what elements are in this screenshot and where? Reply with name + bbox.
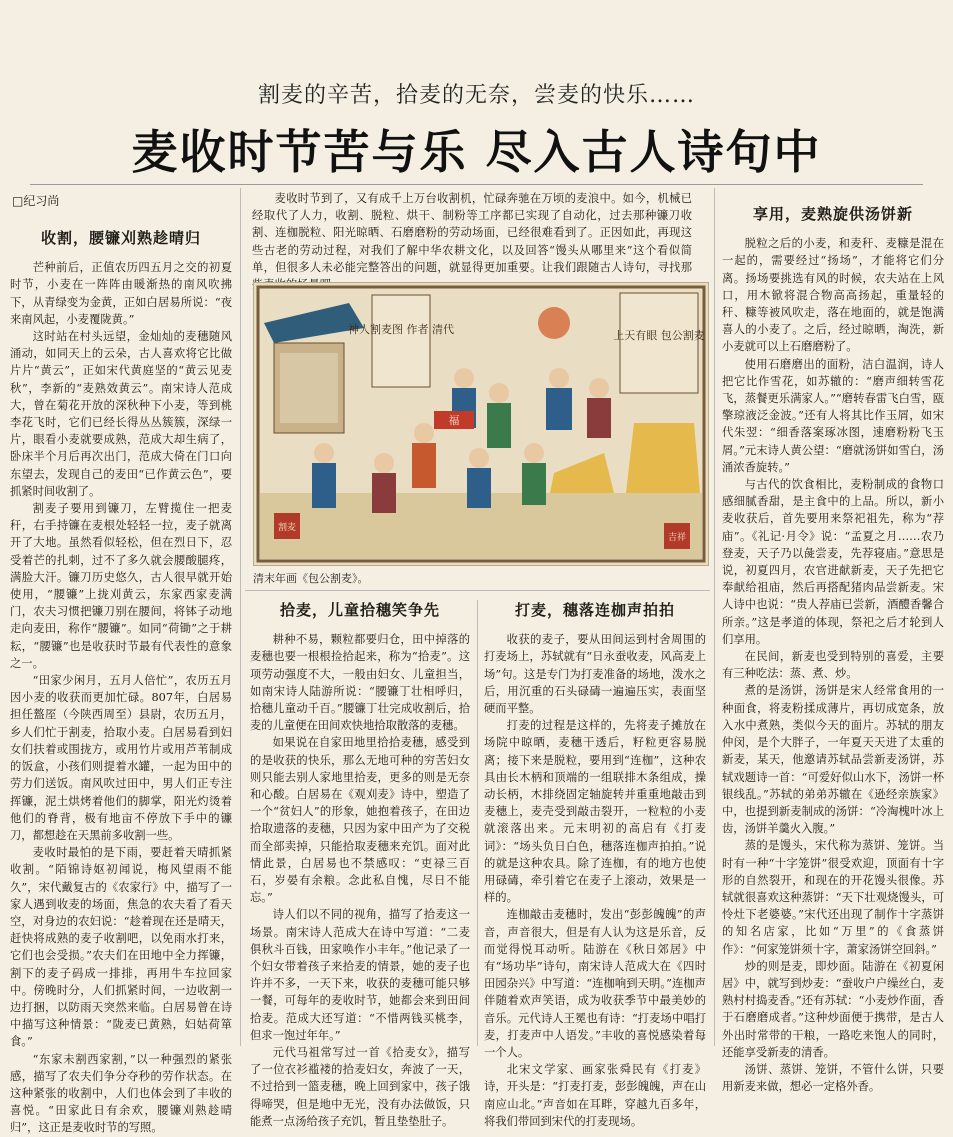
- col4-paragraph: 与古代的饮食相比，麦粉制成的食物口感细腻香甜，是主食中的上品。所以，新小麦收获后，首先要用来祭祀祖先，称为“荐庙”。《礼记·月令》说：“孟夏之月……农乃登麦，天子乃以彘尝麦，先荐寝庙。”意思是说，初夏四月，农官进献新麦，天子先把它奉献给祖庙，然后再搭配猪肉品尝新麦。宋人诗中也说：“贵人荐庙已尝新，酒醴香馨合所亲。”这是孝道的体现，祭祀之后才轮到人们享用。: [722, 478, 944, 646]
- col3-heading: 打麦，穗落连枷声拍拍: [514, 601, 675, 619]
- byline: □纪习尚: [12, 194, 60, 208]
- column-divider-3: [477, 600, 478, 1046]
- col4-paragraph: 煮的是汤饼，汤饼是宋人经常食用的一种面食，将麦粉揉成薄片，再切成宽条，放入水中煮熟，类似今天的面片。苏轼的朋友仲闵，是个大胖子，一年夏天天进了太重的新麦，某天，他邀请苏轼品尝新麦汤饼，苏轼戏题诗一首：“可爱好似山水下，汤饼一杯银线乱。”苏轼的弟弟苏辙在《逊经亲族家》中，也提到新麦制成的汤饼：“冷淘槐叶冰上齿，汤饼羊羹火入腹。”: [722, 684, 944, 836]
- lead-paragraph: [252, 190, 692, 293]
- col3-paragraph: 收获的麦子，要从田间运到村舍周围的打麦场上，苏轼就有“日永蚕收麦，风高麦上场”句。这是专门为打麦准备的场地，泼水之后，用沉重的石头碌碡一遍遍压实，表面坚硬而平整。: [484, 633, 706, 716]
- new-year-print-figure: [253, 282, 709, 566]
- figure-caption: 清末年画《包公割麦》。: [253, 572, 369, 585]
- col3-paragraph: 北宋文学家、画家张舜民有《打麦》诗，开头是：“打麦打麦，彭彭魄魄，声在山南应山北。”声音如在耳畔，穿越九百多年，将我们带回到宋代的打麦现场。: [484, 1063, 706, 1128]
- column-1: [10, 224, 232, 1135]
- column-3: [484, 596, 706, 1128]
- subtitle: 割麦的辛苦，拾麦的无奈，尝麦的快乐……: [257, 83, 695, 108]
- lead-text: 麦收时节到了，又有成千上万台收割机，忙碌奔驰在万顷的麦浪中。如今，机械已经取代了人力，收割、脱粒、烘干、制粉等工序都已实现了自动化，过去那种镰刀收割、连枷脱粒、阳光晾晒、石磨磨粉的劳动场面，已经很难看到了。正因如此，再现这些古老的劳动过程，对我们了解中华农耕文化，以及回答“馒头从哪里来”这个看似简单，但很多人未必能完整答出的问题，就显得更加重要。让我们跟随古人诗句，寻找那: [252, 192, 692, 274]
- col1-paragraph: “田家少闲月，五月人倍忙”，农历五月因小麦的收获而更加忙碌。807年，白居易担任盩厔（今陕西周至）县尉，农历五月，乡人们忙于割麦，拾取小麦。白居易看到妇女们扶着或围拢方，或用竹片或用芦苇制成的饭盒，小孩们则提着水罐，一起为田中的劳力们送饭。南风吹过田中，男人们正专注挥镰，泥土烘烤着他们的脚掌，阳光灼烫着他们的脊背，极有地亩不停放下手中的镰刀，都想趁在天黑前多收割一些。: [10, 674, 232, 842]
- top-rule: [30, 184, 923, 185]
- col2-body: [250, 631, 470, 1130]
- col2-heading: 拾麦，儿童拾穗笑争先: [279, 601, 440, 619]
- col4-heading: 享用，麦熟旋供汤饼新: [752, 205, 913, 223]
- col4-paragraph: 使用石磨磨出的面粉，洁白温润，诗人把它比作雪花，如苏辙的：“磨声细转雪花飞，蒸餐更乐满家人。”“磨转春雷飞白雪，瓯擎琼液泛金波。”还有人将其比作玉屑，如宋代朱翌：“细香落案琢冰图，速磨粉粉飞玉屑。”元末诗人黄公望：“磨就汤饼如雪白，汤涌浓香旋转。”: [722, 357, 944, 474]
- col1-paragraph: 芒种前后，正值农历四五月之交的初夏时节，小麦在一阵阵由暖渐热的南风吹拂下，从青绿变为金黄，正如白居易所说：“夜来南风起，小麦覆陇黄。”: [10, 261, 232, 326]
- col1-heading: 收割，腰镰刈熟趁晴归: [40, 229, 201, 247]
- col1-paragraph: 这时站在村头远望，金灿灿的麦穗随风涌动，如同天上的云朵，古人喜欢将它比做片片“黄云”，正如宋代黄庭坚的“黄云见麦秋”，李新的“麦熟效黄云”。南宋诗人范成大，曾在菊花开放的深秋种下小麦，等到桃李花飞时，它们已经长得丛丛簇簇，深绿一片，眼看小麦就要成熟，范成大却生病了，卧床半个月后再次出门，范成大倚在门口向东望去，发现自己的麦田“已作黄云色”，要抓紧时间收割了。: [10, 330, 232, 498]
- column-2: [250, 596, 470, 1128]
- col4-body: [722, 235, 944, 1095]
- col1-body: [10, 259, 232, 1136]
- print-poem: 神人割麦图 作者 清代: [348, 323, 454, 336]
- print-sign: 福: [448, 414, 460, 427]
- column-4: [722, 200, 944, 1094]
- col1-paragraph: “东家未割西家割，”以一种强烈的紧张感，描写了农夫们争分夺秒的劳作状态。在这种紧张的收割中，人们也体会到了丰收的喜悦。“田家此日有余欢，腰镰刈熟趁晴归”，这正是麦收时节的写照。: [10, 1052, 232, 1135]
- stamp-left: 割麦: [277, 523, 297, 533]
- col4-paragraph: 在民间，新麦也受到特别的喜爱，主要有三种吃法：蒸、煮、炒。: [722, 650, 944, 681]
- col3-paragraph: 打麦的过程是这样的，先将麦子摊放在场院中晾晒，麦穗干透后，籽粒更容易脱离；接下来是脱粒，要用到“连枷”，这种农具由长木柄和顶端的一组联排木条组成，操动长柄，木排绕固定轴旋转并重重地敲击到麦穗上，麦壳受到敲击裂开，一粒粒的小麦就滚落出来。元末明初的高启有《打麦词》：“场头负日白色，穗落连枷声拍拍。”说的就是这种农具。除了连枷，有的地方也使用碌碡，牵引着它在麦子上滚动，效果是一样的。: [484, 719, 706, 905]
- col2-paragraph: 诗人们以不同的视角，描写了拾麦这一场景。南宋诗人范成大在诗中写道：“二麦俱秋斗百钱，田家唤作小丰年。”他记录了一个妇女带着孩子来拾麦的情景，她的麦子也许并不多，一天下来，收获的麦穗可能只够一餐，可每年的麦收时节，她都会来到田间拾麦。范成大还写道：“不惜两钱买桃李，但求一饱过年年。”: [250, 908, 470, 1042]
- col1-paragraph: 割麦子要用到镰刀，左臂揽住一把麦秆，右手持镰在麦根处轻轻一拉，麦子就离开了大地。虽然看似轻松，但在烈日下，忍受着芒的扎刺，过不了多久就会腰酸腿疼，满脸大汗。镰刀历史悠久，古人很早就开始使用，“腰镰”上拢刈黄云，东家西家麦满门，农夫习惯把镰刀别在腰间，将钵子动地走向麦田，称作“腰镰”。如同“荷锄”之于耕耘，“腰镰”也是收获时节最有代表性的意象之一。: [10, 502, 232, 670]
- col3-body: [484, 631, 706, 1130]
- col4-paragraph: 汤饼、蒸饼、笼饼，不管什么饼，只要用新麦来做，想必一定格外香。: [722, 1062, 944, 1094]
- col4-paragraph: 脱粒之后的小麦，和麦秆、麦糠是混在一起的，需要经过“扬场”，才能将它们分离。扬场要挑选有风的时候，农夫站在上风口，用木锨将混合物高高扬起，重量轻的秆、糠等被风吹走，落在地面的，就是饱满喜人的小麦了。之后，经过晾晒，淘洗，新小麦就可以上石磨磨粉了。: [722, 237, 944, 354]
- print-illustration: [254, 283, 708, 565]
- col2-paragraph: 耕种不易，颗粒都要归仓，田中掉落的麦穗也要一根根捡拾起来，称为“拾麦”。这项劳动强度不大，一般由妇女、儿童担当，如南宋诗人陆游所说：“腰镰丁壮相呼归，拾穗儿童动千百。”腰镰丁壮完成收割后，拾麦的儿童便在田间欢快地拾取散落的麦穗。: [250, 633, 470, 733]
- headline: 麦收时节苦与乐 尽入古人诗句中: [131, 125, 822, 179]
- column-divider-2: [714, 188, 715, 1046]
- col3-paragraph: 连枷敲击麦穗时，发出“彭彭魄魄”的声音，声音很大，但是有人认为这是乐音，反而觉得悦耳动听。陆游在《秋日郊居》中有“场功毕”诗句，南宋诗人范成大在《四时田园杂兴》中写道：“连枷响到天明。”连枷声伴随着欢声笑语，成为收获季节中最美妙的音乐。元代诗人王冕也有诗：“打麦场中唱打麦，打麦声中人语发。”丰收的喜悦感染着每一个人。: [484, 908, 706, 1060]
- column-divider-1: [240, 188, 241, 1046]
- col2-paragraph: 元代马祖常写过一首《拾麦女》，描写了一位衣衫褴褛的拾麦妇女，奔波了一天，不过拾到一篮麦穗，晚上回到家中，孩子饿得啼哭，但是地中无光，没有办法做饭，只能煮一点汤给孩子充饥，暂且垫垫肚子。: [250, 1046, 470, 1128]
- col1-paragraph: 麦收时最怕的是下雨，要赶着天晴抓紧收割。“陌锦诗妪初闻说，梅风望雨不能久”，宋代戴复古的《农家行》中，描写了一家人遇到收麦的场面，焦急的农夫看了看天空，对身边的农妇说：“趁着现在还是晴天，赶快将成熟的麦子收割吧，以免雨水打来，它们也会受损。”农夫们在田地中全力挥镰，割下的麦子码成一排排，再用牛车拉回家中。傍晚时分，人们抓紧时间，一边收割一边打捆，以防雨天突然来临。白居易曾在诗中描写这种情景：“陇麦已黄熟，妇姑荷箪食。”: [10, 846, 232, 1049]
- stamp-right: 吉祥: [667, 533, 687, 543]
- col4-paragraph: 蒸的是馒头，宋代称为蒸饼、笼饼。当时有一种“十字笼饼”很受欢迎，顶面有十字形的自然裂开，和现在的开花馒头很像。苏轼就很喜欢这种蒸饼：“天下壮观烧馒头，可怜灶下老婆婆。”宋代还出现了制作十字蒸饼的知名店家，比如“万里”的《食蒸饼作》：“何家笼饼须十字，萧家汤饼空回斜。”: [722, 839, 944, 956]
- col4-paragraph: 炒的则是麦，即炒面。陆游在《初夏闲居》中，就写到炒麦：“蚕收户户缲丝白，麦熟村村捣麦香。”还有苏轼：“小麦炒作面，香于石磨磨成者。”这种炒面便于携带，是古人外出时常带的干粮，一路吃来饱人的同时，还能享受新麦的清香。: [722, 959, 944, 1059]
- print-inscription: 上天有眼 包公割麦: [613, 329, 705, 342]
- col2-paragraph: 如果说在自家田地里拾拾麦穗，感受到的是收获的快乐，那么无地可种的穷苦妇女则只能去别人家地里拾麦，更多的则是无奈和心酸。白居易在《观刈麦》诗中，塑造了一个“贫妇人”的形象，她抱着孩子，在田边拾取遗落的麦穗，只因为家中田产为了交税而全部卖掉，只能拾取麦穗来充饥。面对此情此景，白居易也不禁感叹：“吏禄三百石，岁晏有余粮。念此私自愧，尽日不能忘。”: [250, 736, 470, 905]
- figure-rule: [245, 590, 710, 591]
